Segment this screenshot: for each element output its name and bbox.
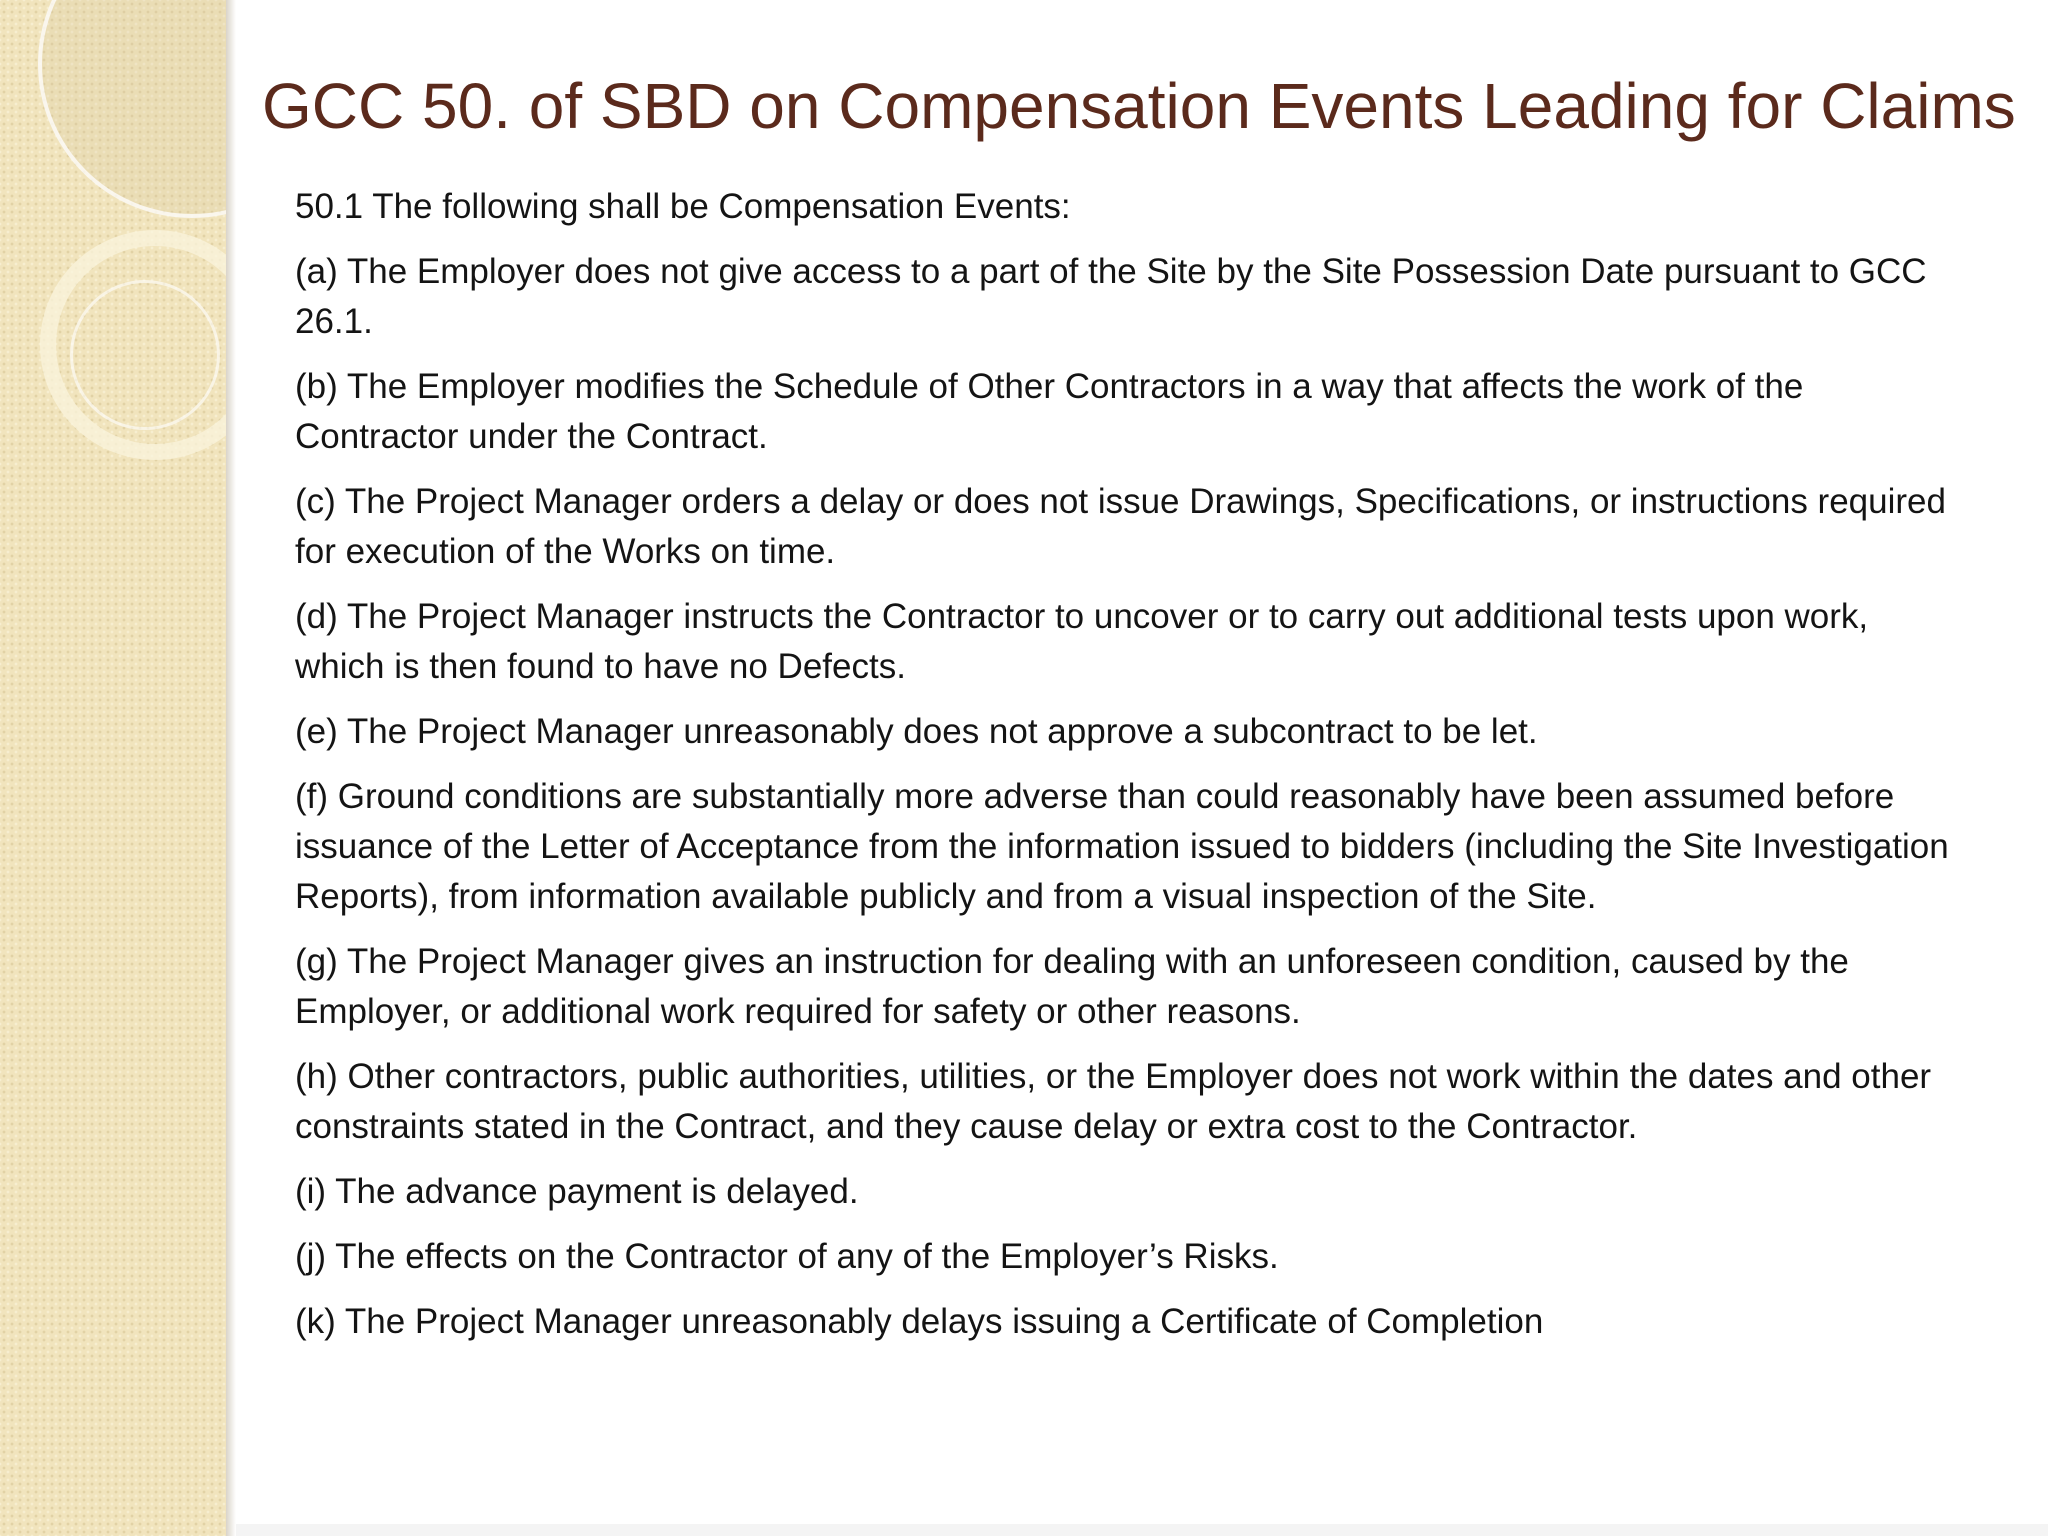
list-item: (i) The advance payment is delayed.	[295, 1172, 859, 1211]
list-item: (f) Ground conditions are substantially more adverse than could reasonably have been assumed before issuance of the Letter of Acceptance from the information issued to bidders (including the Site Investigation Reports), from information available publicly and from a visual inspection of the Site.	[295, 777, 1949, 916]
list-item: (e) The Project Manager unreasonably does not approve a subcontract to be let.	[295, 712, 1538, 751]
list-item: (g) The Project Manager gives an instruction for dealing with an unforeseen condition, caused by the Employer, or additional work required for safety or other reasons.	[295, 942, 1849, 1031]
list-item: (j) The effects on the Contractor of any of the Employer’s Risks.	[295, 1237, 1279, 1276]
list-item: (h) Other contractors, public authorities, utilities, or the Employer does not work within the dates and other constraints stated in the Contract, and they cause delay or extra cost to the Contractor.	[295, 1057, 1932, 1146]
list-item: (b) The Employer modifies the Schedule of Other Contractors in a way that affects the work of the Contractor under the Contract.	[295, 367, 1804, 456]
list-item: (k) The Project Manager unreasonably delays issuing a Certificate of Completion	[295, 1302, 1544, 1341]
decorative-sidebar	[0, 0, 226, 1536]
decorative-ring-icon	[70, 280, 220, 430]
sidebar-shadow	[226, 0, 236, 1536]
list-item: (d) The Project Manager instructs the Contractor to uncover or to carry out additional tests upon work, which is then found to have no Defects.	[295, 597, 1869, 686]
decorative-ring-icon	[38, 0, 226, 218]
bottom-divider	[236, 1524, 2048, 1536]
intro-paragraph: 50.1 The following shall be Compensation Events:	[295, 187, 1071, 226]
slide-body	[295, 182, 1965, 1362]
list-item: (a) The Employer does not give access to a part of the Site by the Site Possession Date pursuant to GCC 26.1.	[295, 252, 1927, 341]
list-item: (c) The Project Manager orders a delay or does not issue Drawings, Specifications, or instructions required for execution of the Works on time.	[295, 482, 1946, 571]
slide-title: GCC 50. of SBD on Compensation Events Leading for Claims	[262, 70, 2016, 142]
